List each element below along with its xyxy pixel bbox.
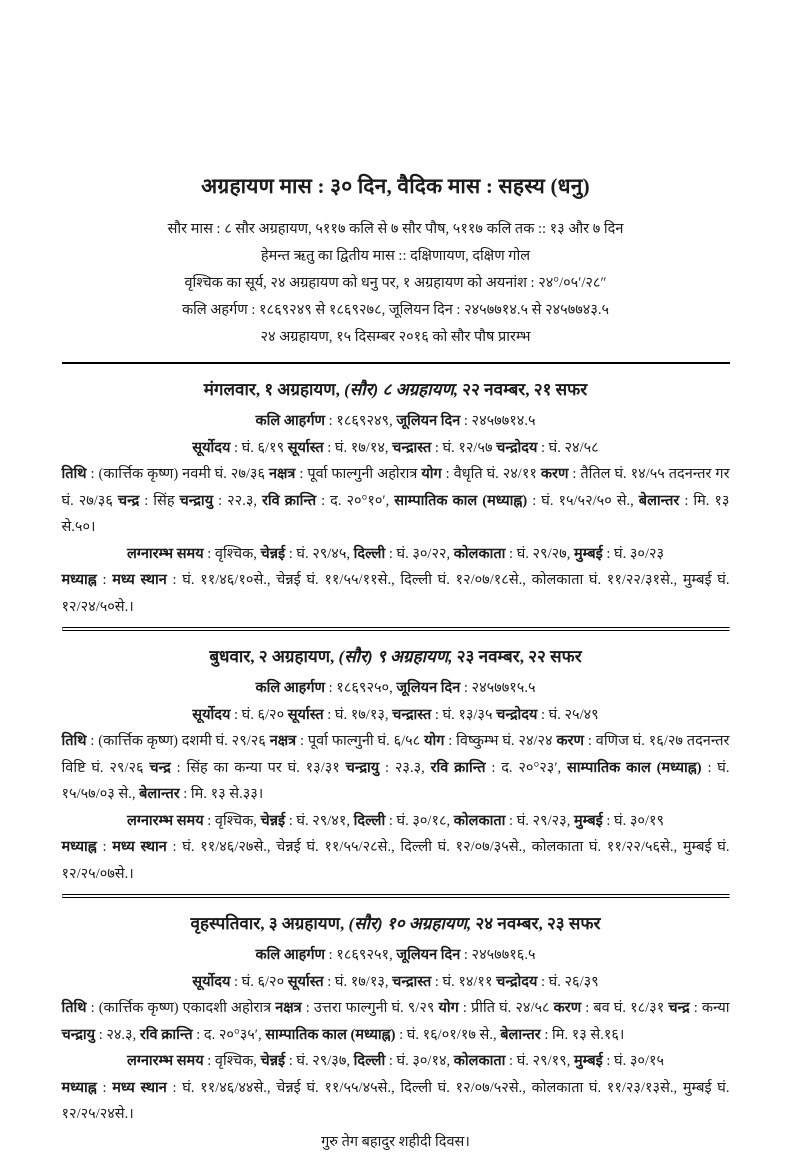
madhyahna-line: मध्याह्न : मध्य स्थान : घं. ११/४६/४४से., चेन्नई घं. ११/५५/४५से., दिल्ली घं. १२/०७/५२से., कोलकाता घं. ११/२३/१३से., मुम्बई घं. १२/२५/२४से.। (61, 1079, 730, 1122)
day-section-1 (62, 377, 730, 620)
kali-ahargana-line: कलि आहर्गण : १८६९२५०, जूलियन दिन : २४५७७१५.५ (255, 680, 536, 696)
day-heading: वृहस्पतिवार, ३ अग्रहायण, (सौर) १० अग्रहायण, २४ नवम्बर, २३ सफर (190, 914, 601, 933)
sunrise-sunset-line: सूर्योदय : घं. ६/२० सूर्यास्त : घं. १७/१३, चन्द्रास्त : घं. १४/११ चन्द्रोदय : घं. २६/३९ (192, 973, 599, 990)
kali-ahargana-line: कलि आहर्गण : १८६९२४९, जूलियन दिन : २४५७७१४.५ (255, 413, 536, 429)
lagna-time-line: लग्नारम्भ समय : वृश्चिक, चेन्नई : घं. २९/४१, दिल्ली : घं. ३०/१८, कोलकाता : घं. २९/२३, मुम्बई : घं. ३०/१९ (126, 812, 665, 829)
panchang-page (62, 0, 730, 1156)
tithi-details-line: तिथि : (कार्त्तिक कृष्ण) एकादशी अहोरात्र नक्षत्र : उत्तरा फाल्गुनी घं. ९/२९ योग : प्रीति घं. २४/५८ करण : बव घं. १८/३१ चन्द्र : कन्या चन्द्रायु : २४.३, रवि क्रान्ति : द. २०°३५′, साम्पातिक काल (मध्याह्न) : घं. १६/०१/१७ से., बेलान्तर : मि. १३ से.१६। (61, 1000, 730, 1043)
intro-line-ritu: हेमन्त ऋतु का द्वितीय मास :: दक्षिणायण, दक्षिण गोल (260, 248, 531, 264)
lagna-time-line: लग्नारम्भ समय : वृश्चिक, चेन्नई : घं. २९/४५, दिल्ली : घं. ३०/२२, कोलकाता : घं. २९/२७, मुम्बई : घं. ३०/२३ (126, 545, 665, 562)
festival-note: गुरु तेग बहादुर शहीदी दिवस। (321, 1133, 470, 1150)
intro-line-kali-ahargana: कलि अहर्गण : १८६९२४९ से १८६९२७८, जूलियन दिन : २४५७७१४.५ से २४५७७४३.५ (181, 302, 610, 318)
section-divider (62, 894, 730, 898)
intro-line-saur-paush: २४ अग्रहायण, १५ दिसम्बर २०१६ को सौर पौष प्रारम्भ (260, 329, 531, 345)
day-heading: मंगलवार, १ अग्रहायण, (सौर) ८ अग्रहायण, २२ नवम्बर, २१ सफर (203, 380, 588, 399)
tithi-details-line: तिथि : (कार्त्तिक कृष्ण) नवमी घं. २७/३६ नक्षत्र : पूर्वा फाल्गुनी अहोरात्र योग : वैधृति घं. २४/११ करण : तैतिल घं. १४/५५ तदनन्तर गर घं. २७/३६ चन्द्र : सिंह चन्द्रायु : २२.३, रवि क्रान्ति : द. २०°१०′, साम्पातिक काल (मध्याह्न) : घं. १५/५२/५० से., बेलान्तर : मि. १३ से.५०। (61, 466, 730, 535)
madhyahna-line: मध्याह्न : मध्य स्थान : घं. ११/४६/२७से., चेन्नई घं. ११/५५/२८से., दिल्ली घं. १२/०७/३५से., कोलकाता घं. ११/२२/५६से., मुम्बई घं. १२/२५/०७से.। (61, 839, 730, 882)
madhyahna-line: मध्याह्न : मध्य स्थान : घं. ११/४६/१०से., चेन्नई घं. ११/५५/११से., दिल्ली घं. १२/०७/१८से., कोलकाता घं. ११/२२/३१से., मुम्बई घं. १२/२४/५०से.। (61, 572, 730, 615)
intro-line-ayanansh: वृश्चिक का सूर्य, २४ अग्रहायण को धनु पर, १ अग्रहायण को अयनांश : २४°/०५′/२८″ (184, 275, 607, 291)
section-divider (62, 627, 730, 631)
lagna-time-line: लग्नारम्भ समय : वृश्चिक, चेन्नई : घं. २९/३७, दिल्ली : घं. ३०/१४, कोलकाता : घं. २९/१९, मुम्बई : घं. ३०/१५ (126, 1053, 665, 1069)
day-section-2 (62, 644, 730, 887)
tithi-details-line: तिथि : (कार्त्तिक कृष्ण) दशमी घं. २९/२६ नक्षत्र : पूर्वा फाल्गुनी घं. ६/५८ योग : विष्कुम्भ घं. २४/२४ करण : वणिज घं. १६/२७ तदनन्तर विष्टि घं. २९/२६ चन्द्र : सिंह का कन्या पर घं. १३/३१ चन्द्रायु : २३.३, रवि क्रान्ति : द. २०°२३′, साम्पातिक काल (मध्याह्न) : घं. १५/५७/०३ से., बेलान्तर : मि. १३ से.३३। (61, 733, 730, 802)
sunrise-sunset-line: सूर्योदय : घं. ६/१९ सूर्यास्त : घं. १७/१४, चन्द्रास्त : घं. १२/५७ चन्द्रोदय : घं. २४/५८ (192, 439, 599, 456)
sunrise-sunset-line: सूर्योदय : घं. ६/२० सूर्यास्त : घं. १७/१३, चन्द्रास्त : घं. १३/३५ चन्द्रोदय : घं. २५/४९ (192, 706, 599, 723)
section-divider (62, 362, 730, 364)
kali-ahargana-line: कलि आहर्गण : १८६९२५१, जूलियन दिन : २४५७७१६.५ (255, 947, 536, 963)
page-title: अग्रहायण मास : ३० दिन, वैदिक मास : सहस्य (धनु) (201, 174, 590, 198)
intro-line-saur-mas: सौर मास : ८ सौर अग्रहायण, ५११७ कलि से ७ सौर पौष, ५११७ कलि तक :: १३ और ७ दिन (167, 221, 624, 237)
day-heading: बुधवार, २ अग्रहायण, (सौर) ९ अग्रहायण, २३ नवम्बर, २२ सफर (209, 647, 582, 666)
